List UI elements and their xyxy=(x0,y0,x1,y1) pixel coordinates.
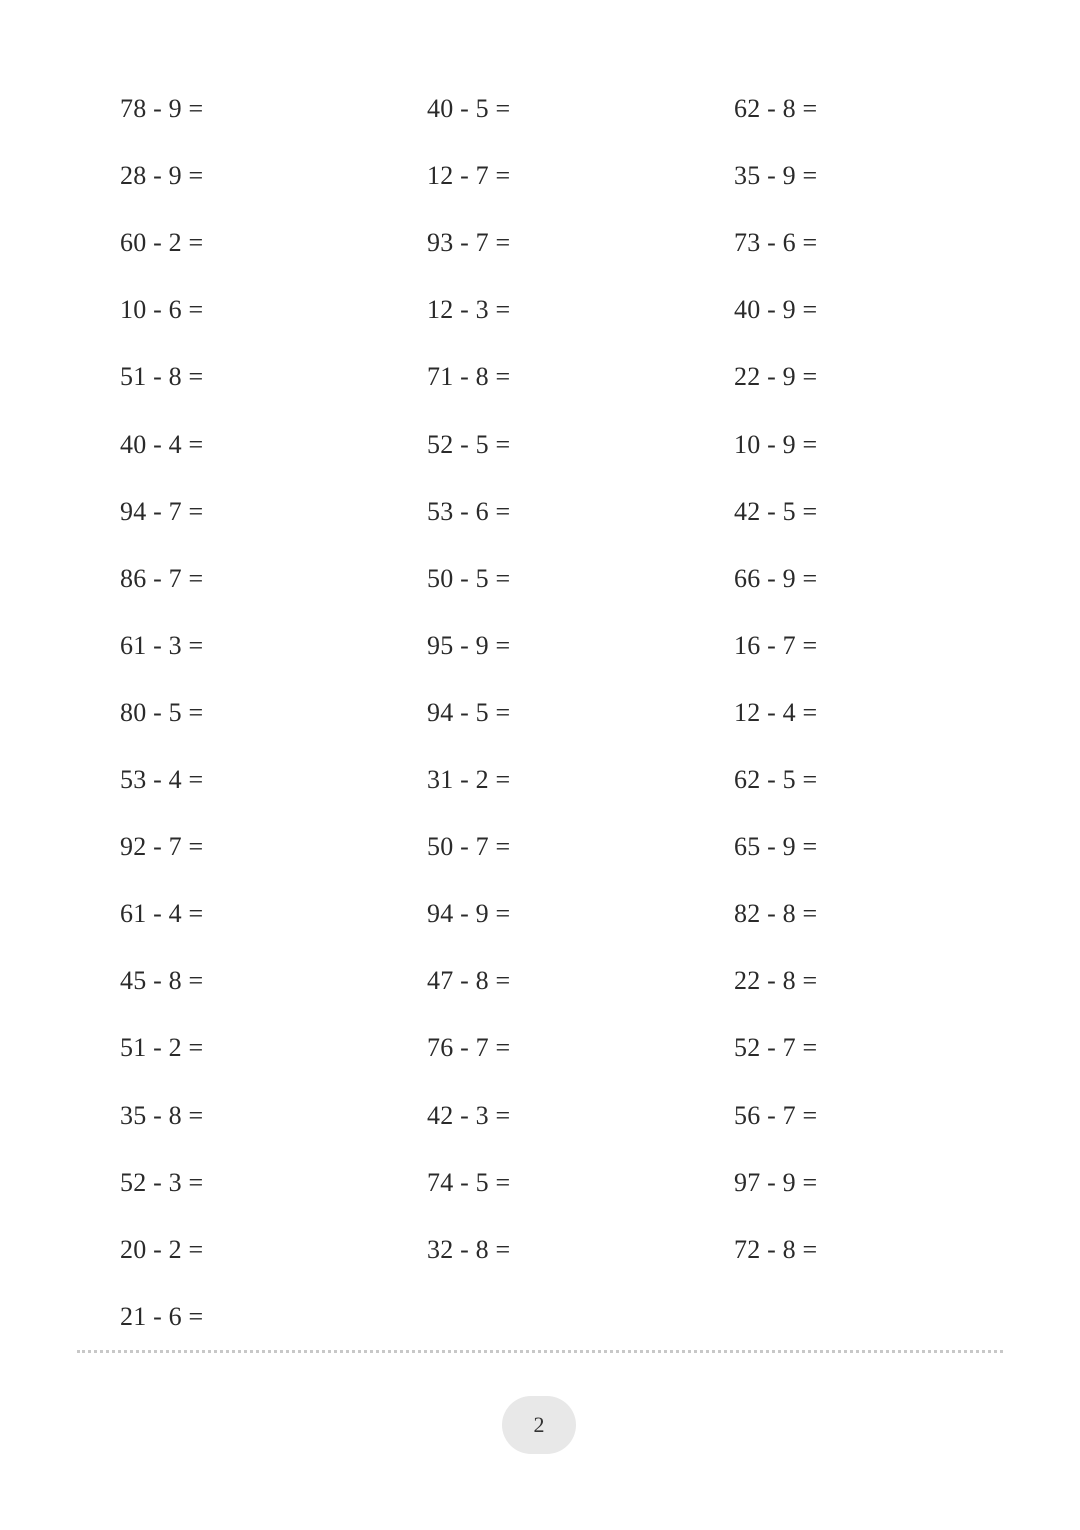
problem-item: 12 - 3 = xyxy=(427,295,511,325)
problem-item: 52 - 3 = xyxy=(120,1167,204,1197)
problem-item: 92 - 7 = xyxy=(120,832,204,862)
problem-item: 40 - 5 = xyxy=(427,94,511,123)
problem-item: 51 - 2 = xyxy=(120,1033,204,1063)
problem-item: 31 - 2 = xyxy=(427,765,511,794)
problem-item: 95 - 9 = xyxy=(427,630,511,660)
problem-item: 10 - 9 = xyxy=(734,429,818,459)
problem-item: 86 - 7 = xyxy=(120,563,204,593)
problem-item: 61 - 3 = xyxy=(120,630,204,660)
page-number-badge xyxy=(502,1396,576,1454)
problem-item: 53 - 4 = xyxy=(120,765,204,794)
problem-item: 61 - 4 = xyxy=(120,899,204,929)
dotted-divider xyxy=(77,1350,1003,1353)
problem-item: 47 - 8 = xyxy=(427,966,511,996)
problem-item: 65 - 9 = xyxy=(734,832,818,862)
problem-item: 82 - 8 = xyxy=(734,899,818,929)
problem-item: 40 - 9 = xyxy=(734,295,818,325)
problem-item: 42 - 3 = xyxy=(427,1100,511,1130)
page-number: 2 xyxy=(533,1412,545,1437)
problem-item: 45 - 8 = xyxy=(120,966,204,996)
problem-item: 16 - 7 = xyxy=(734,630,818,660)
problem-item: 73 - 6 = xyxy=(734,228,818,258)
problem-item: 94 - 7 = xyxy=(120,496,204,526)
problem-item: 51 - 8 = xyxy=(120,362,204,392)
problem-item: 71 - 8 = xyxy=(427,362,511,392)
problem-item: 22 - 9 = xyxy=(734,362,818,392)
problem-item: 12 - 4 = xyxy=(734,697,818,727)
problem-item: 21 - 6 = xyxy=(120,1301,204,1331)
problem-item: 94 - 5 = xyxy=(427,697,511,727)
problem-item: 50 - 5 = xyxy=(427,563,511,593)
problem-item: 97 - 9 = xyxy=(734,1167,818,1197)
problem-item: 35 - 9 = xyxy=(734,161,818,191)
problem-item: 40 - 4 = xyxy=(120,429,204,459)
problem-item: 12 - 7 = xyxy=(427,161,511,191)
problem-item: 60 - 2 = xyxy=(120,228,204,258)
problem-item: 10 - 6 = xyxy=(120,295,204,325)
problem-item: 52 - 7 = xyxy=(734,1033,818,1063)
problem-item: 80 - 5 = xyxy=(120,697,204,727)
problem-item: 74 - 5 = xyxy=(427,1167,511,1197)
problem-item: 94 - 9 = xyxy=(427,899,511,929)
problem-item: 72 - 8 = xyxy=(734,1234,818,1264)
problem-item: 35 - 8 = xyxy=(120,1100,204,1130)
problem-item: 32 - 8 = xyxy=(427,1234,511,1264)
problem-item: 42 - 5 = xyxy=(734,496,818,526)
problem-item: 20 - 2 = xyxy=(120,1234,204,1264)
problem-item: 56 - 7 = xyxy=(734,1100,818,1130)
problem-item: 53 - 6 = xyxy=(427,496,511,526)
problem-item: 62 - 5 = xyxy=(734,765,818,794)
problem-item: 52 - 5 = xyxy=(427,429,511,459)
problem-item: 50 - 7 = xyxy=(427,832,511,862)
problem-item: 66 - 9 = xyxy=(734,563,818,593)
problem-item: 22 - 8 = xyxy=(734,966,818,996)
problem-item: 76 - 7 = xyxy=(427,1033,511,1063)
problem-item: 78 - 9 = xyxy=(120,94,204,123)
problem-item: 28 - 9 = xyxy=(120,161,204,191)
problem-item: 62 - 8 = xyxy=(734,94,818,123)
problem-item: 93 - 7 = xyxy=(427,228,511,258)
